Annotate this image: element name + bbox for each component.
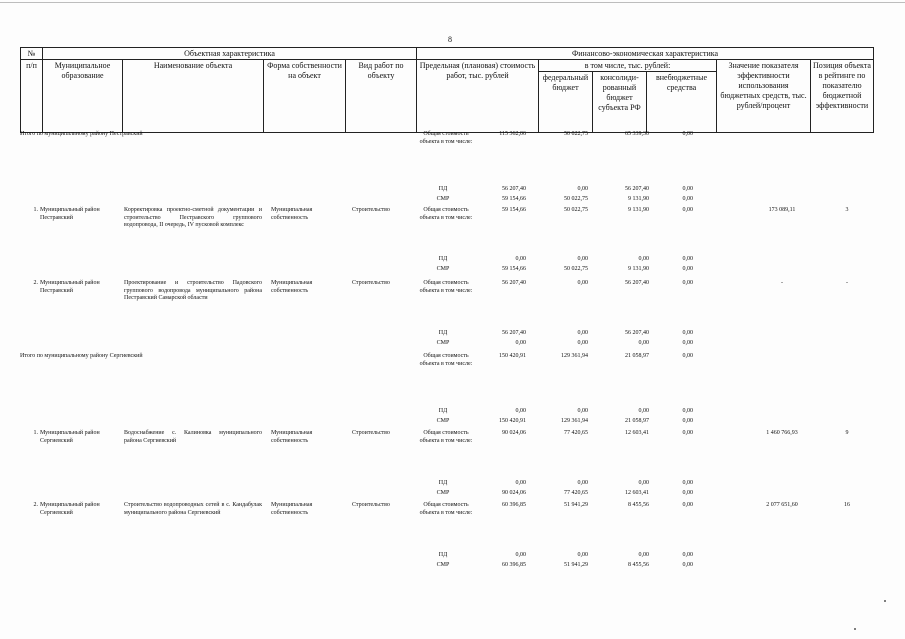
cell-federal: 0,00 [577, 256, 588, 262]
label-pd: ПД [438, 256, 448, 262]
cell-cost: 0,00 [515, 480, 526, 486]
header-federal: федеральный бюджет [539, 72, 593, 133]
cell-extrabudget: 0,00 [682, 480, 693, 486]
label-pd: ПД [438, 186, 448, 192]
item-number: 1. [33, 430, 38, 436]
item-rank: 9 [845, 430, 849, 436]
cell-cost: 56 207,40 [502, 330, 526, 336]
header-including: в том числе, тыс. рублей: [539, 60, 717, 72]
label-smr: СМР [436, 196, 450, 202]
cell-extrabudget: 0,00 [682, 562, 693, 568]
item-efficiency: 173 089,11 [768, 207, 796, 213]
cell-federal: 0,00 [577, 408, 588, 414]
group-total-title: Итого по муниципальному району Сергиевский [20, 353, 143, 359]
label-smr: СМР [436, 266, 450, 272]
item-work-type: Строительство [352, 207, 390, 213]
table-header [20, 47, 874, 133]
cell-consolidated: 0,00 [638, 340, 649, 346]
cell-federal: 51 941,29 [564, 502, 588, 508]
cell-consolidated: 12 603,41 [625, 490, 649, 496]
cell-federal: 0,00 [577, 340, 588, 346]
item-object-name: Корректировка проектно-сметной документации и строительство Пестравского группового водопровода, II очередь, IV пусковой комплекс [124, 207, 262, 228]
cell-cost: 59 154,66 [502, 207, 526, 213]
label-pd: ПД [438, 408, 448, 414]
label-smr: СМР [436, 490, 450, 496]
cell-federal: 50 022,75 [564, 266, 588, 272]
label-total-cost: Общая стоимость объекта в том числе: [419, 280, 473, 294]
cell-consolidated: 21 058,97 [625, 418, 649, 424]
cell-extrabudget: 0,00 [682, 131, 693, 137]
page-number: 8 [448, 35, 452, 44]
cell-consolidated: 21 058,97 [625, 353, 649, 359]
label-total-cost: Общая стоимость объекта в том числе: [419, 430, 473, 444]
label-smr: СМР [436, 418, 450, 424]
cell-extrabudget: 0,00 [682, 418, 693, 424]
cell-extrabudget: 0,00 [682, 256, 693, 262]
cell-cost: 59 154,66 [502, 266, 526, 272]
header-object-group: Объектная характеристика [43, 48, 417, 60]
label-pd: ПД [438, 480, 448, 486]
cell-federal: 0,00 [577, 330, 588, 336]
cell-extrabudget: 0,00 [682, 353, 693, 359]
header-num: № [21, 48, 43, 60]
item-object-name: Строительство водопроводных сетей в с. Кандабулак муниципального района Сергиевский [124, 502, 262, 516]
label-total-cost: Общая стоимость объекта в том числе: [419, 353, 473, 367]
item-efficiency: - [781, 280, 783, 286]
cell-federal: 0,00 [577, 186, 588, 192]
header-extrabudget: внебюджетные средства [647, 72, 717, 133]
cell-consolidated: 0,00 [638, 408, 649, 414]
cell-extrabudget: 0,00 [682, 330, 693, 336]
header-object-name: Наименование объекта [123, 60, 264, 133]
cell-extrabudget: 0,00 [682, 280, 693, 286]
cell-extrabudget: 0,00 [682, 552, 693, 558]
item-ownership: Муниципальная собственность [271, 207, 313, 221]
cell-consolidated: 56 207,40 [625, 330, 649, 336]
header-pp: п/п [21, 60, 43, 133]
cell-consolidated: 65 339,30 [625, 131, 649, 137]
cell-cost: 0,00 [515, 340, 526, 346]
item-municipality: Муниципальный район Пестравский [40, 207, 100, 221]
cell-extrabudget: 0,00 [682, 490, 693, 496]
cell-cost: 59 154,66 [502, 196, 526, 202]
header-municipality: Муниципальное образование [43, 60, 123, 133]
header-consolidated: консолиди-рованный бюджет субъекта РФ [593, 72, 647, 133]
top-edge-line [0, 2, 905, 3]
cell-consolidated: 56 207,40 [625, 186, 649, 192]
cell-cost: 56 207,40 [502, 280, 526, 286]
cell-cost: 90 024,06 [502, 430, 526, 436]
cell-cost: 0,00 [515, 552, 526, 558]
cell-cost: 150 420,91 [499, 353, 526, 359]
cell-federal: 50 022,75 [564, 196, 588, 202]
cell-extrabudget: 0,00 [682, 266, 693, 272]
item-ownership: Муниципальная собственность [271, 280, 313, 294]
cell-cost: 150 420,91 [499, 418, 526, 424]
item-rank: - [846, 280, 848, 286]
cell-extrabudget: 0,00 [682, 186, 693, 192]
cell-extrabudget: 0,00 [682, 408, 693, 414]
header-efficiency: Значение показателя эффективности использования бюджетных средств, тыс. рублей/процент [717, 60, 811, 133]
cell-extrabudget: 0,00 [682, 196, 693, 202]
cell-extrabudget: 0,00 [682, 340, 693, 346]
cell-consolidated: 8 455,56 [628, 562, 649, 568]
item-object-name: Проектирование и строительство Падовского группового водопровода муниципального района Пестравский Самарской области [124, 280, 262, 301]
label-pd: ПД [438, 330, 448, 336]
item-municipality: Муниципальный район Сергиевский [40, 430, 100, 444]
cell-consolidated: 0,00 [638, 480, 649, 486]
item-number: 1. [33, 207, 38, 213]
cell-cost: 90 024,06 [502, 490, 526, 496]
item-number: 2. [33, 502, 38, 508]
header-work-type: Вид работ по объекту [346, 60, 417, 133]
cell-federal: 0,00 [577, 280, 588, 286]
cell-federal: 0,00 [577, 480, 588, 486]
cell-federal: 129 361,94 [561, 418, 588, 424]
label-smr: СМР [436, 562, 450, 568]
label-total-cost: Общая стоимость объекта в том числе: [419, 207, 473, 221]
item-municipality: Муниципальный район Пестравский [40, 280, 100, 294]
item-work-type: Строительство [352, 280, 390, 286]
cell-federal: 77 420,65 [564, 490, 588, 496]
item-work-type: Строительство [352, 502, 390, 508]
item-municipality: Муниципальный район Сергиевский [40, 502, 100, 516]
cell-federal: 0,00 [577, 552, 588, 558]
label-pd: ПД [438, 552, 448, 558]
header-ownership: Форма собственности на объект [264, 60, 346, 133]
cell-federal: 77 420,65 [564, 430, 588, 436]
cell-consolidated: 8 455,56 [628, 502, 649, 508]
label-total-cost: Общая стоимость объекта в том числе: [419, 131, 473, 145]
cell-consolidated: 9 131,90 [628, 196, 649, 202]
item-efficiency: 2 077 651,60 [766, 502, 798, 508]
cell-consolidated: 9 131,90 [628, 207, 649, 213]
scan-speck [884, 600, 886, 602]
cell-consolidated: 12 603,41 [625, 430, 649, 436]
cell-extrabudget: 0,00 [682, 502, 693, 508]
cell-consolidated: 0,00 [638, 256, 649, 262]
item-ownership: Муниципальная собственность [271, 502, 313, 516]
label-smr: СМР [436, 340, 450, 346]
cell-cost: 56 207,40 [502, 186, 526, 192]
cell-cost: 0,00 [515, 408, 526, 414]
item-rank: 16 [844, 502, 850, 508]
cell-federal: 50 022,75 [564, 131, 588, 137]
cell-extrabudget: 0,00 [682, 207, 693, 213]
cell-consolidated: 9 131,90 [628, 266, 649, 272]
scan-speck [854, 628, 856, 630]
cell-cost: 60 396,85 [502, 502, 526, 508]
cell-cost: 0,00 [515, 256, 526, 262]
header-max-cost: Предельная (плановая) стоимость работ, тыс. рублей [417, 60, 539, 133]
item-ownership: Муниципальная собственность [271, 430, 313, 444]
cell-federal: 51 941,29 [564, 562, 588, 568]
cell-cost: 115 362,06 [499, 131, 526, 137]
header-finance-group: Финансово-экономическая характеристика [417, 48, 874, 60]
item-efficiency: 1 460 766,93 [766, 430, 798, 436]
item-rank: 3 [845, 207, 849, 213]
label-total-cost: Общая стоимость объекта в том числе: [419, 502, 473, 516]
item-work-type: Строительство [352, 430, 390, 436]
item-object-name: Водоснабжение с. Калиновка муниципального района Сергиевский [124, 430, 262, 444]
cell-federal: 129 361,94 [561, 353, 588, 359]
cell-consolidated: 0,00 [638, 552, 649, 558]
item-number: 2. [33, 280, 38, 286]
group-total-title: Итого по муниципальному району Пестравский [20, 131, 143, 137]
cell-consolidated: 56 207,40 [625, 280, 649, 286]
cell-extrabudget: 0,00 [682, 430, 693, 436]
cell-cost: 60 396,85 [502, 562, 526, 568]
header-rank: Позиция объекта в рейтинге по показателю бюджетной эффективности [811, 60, 874, 133]
cell-federal: 50 022,75 [564, 207, 588, 213]
